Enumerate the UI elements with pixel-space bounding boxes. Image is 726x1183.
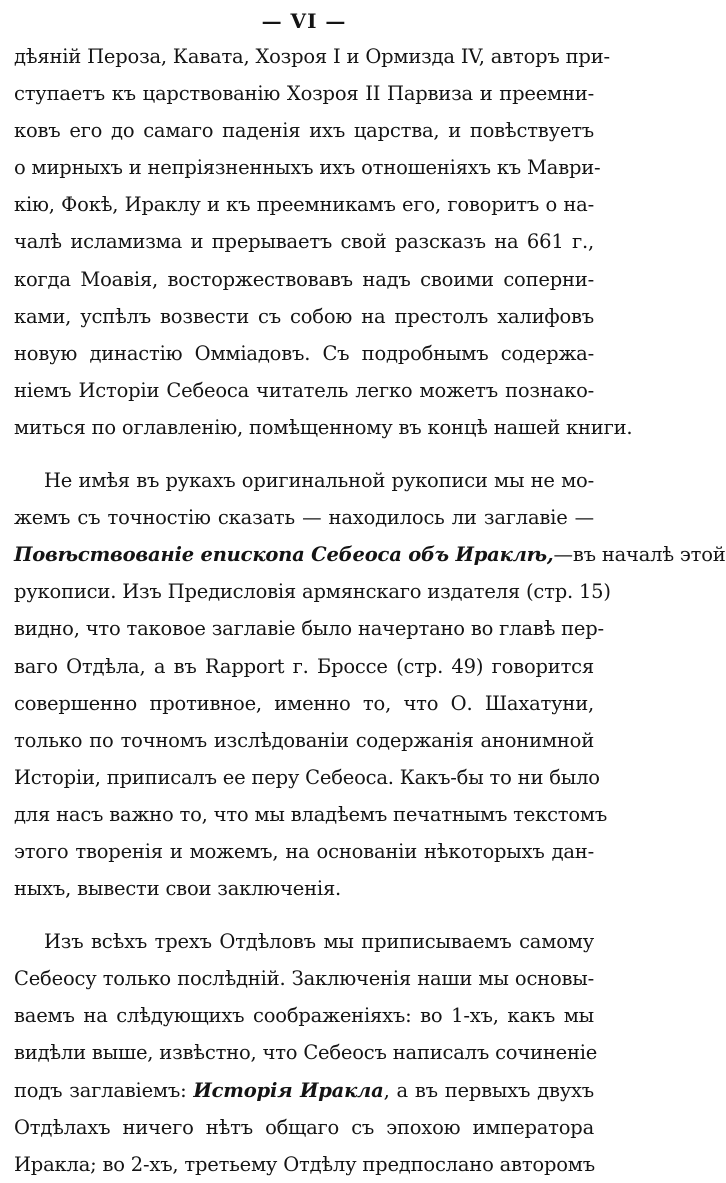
page-number-header: — VI — [261,9,347,33]
text-line: Себеосу только послѣдній. Заключенія наши мы основы- [14,967,594,991]
text-line: Иракла; во 2-хъ, третьему Отдѣлу предпослано авторомъ [14,1152,595,1176]
text-line: ваго Отдѣла, а въ Rapport г. Броссе (стр. 49) говорится [14,654,594,678]
text-line: только по точномъ изслѣдованіи содержанія анонимной [14,728,594,752]
text-line: кію, Фокѣ, Ираклу и къ преемникамъ его, говоритъ о на- [14,193,594,217]
text-line: для насъ важно то, что мы владѣемъ печатнымъ текстомъ [14,802,608,826]
text-line: Исторіи, приписалъ ее перу Себеоса. Какъ-бы то ни было [14,765,600,789]
text-line: видно, что таковое заглавіе было начертано во главѣ пер- [14,617,604,641]
text-line: Изъ всѣхъ трехъ Отдѣловъ мы приписываемъ самому [44,930,594,954]
italic-title: Повѣствованіе епископа Себеоса объ Ираклѣ, [14,543,554,567]
text-line: ступаетъ къ царствованію Хозроя II Парвиза и преемни- [14,82,594,106]
text-line: когда Моавія, восторжествовавъ надъ своими соперни- [14,267,594,291]
text-line: жемъ съ точностію сказать — находилось ли заглавіе — [14,506,594,530]
italic-title: Исторія Иракла [193,1078,384,1102]
text-fragment: —въ началѣ этой [553,543,726,567]
text-line: этого творенія и можемъ, на основаніи нѣкоторыхъ дан- [14,839,594,863]
text-line: совершенно противное, именно то, что О. Шахатуни, [14,691,594,715]
paragraph-1 [14,38,633,446]
text-line: ковъ его до самаго паденія ихъ царства, и повѣствуетъ [14,119,594,143]
text-line: ками, успѣлъ возвести съ собою на престолъ халифовъ [14,304,594,328]
text-line: Не имѣя въ рукахъ оригинальной рукописи мы не мо- [44,469,594,493]
text-line: новую династію Оммiадовъ. Съ подробнымъ содержа- [14,341,594,365]
text-line: ныхъ, вывести свои заключенія. [14,877,342,901]
text-line: миться по оглавленію, помѣщенному въ концѣ нашей книги. [14,415,633,439]
text-line: видѣли выше, извѣстно, что Себеосъ написалъ сочиненіе [14,1041,598,1065]
text-line: Отдѣлахъ ничего нѣтъ общаго съ эпохою императора [14,1115,594,1139]
text-fragment: подъ заглавіемъ: [14,1078,187,1102]
text-line: чалѣ исламизма и прерываетъ свой разсказъ на 661 г., [14,230,594,254]
paragraph-3 [14,923,598,1183]
paragraph-2 [14,462,726,907]
text-line: рукописи. Изъ Предисловія армянскаго издателя (стр. 15) [14,580,611,604]
text-line [14,1072,594,1109]
paragraph-gap [14,907,594,923]
text-line [14,536,726,573]
paragraph-gap [14,446,594,462]
text-line: ніемъ Исторіи Себеоса читатель легко можетъ познако- [14,378,594,402]
text-line: о мирныхъ и непріязненныхъ ихъ отношеніяхъ къ Маври- [14,156,601,180]
text-line: дѣяній Пероза, Кавата, Хозроя I и Ормизда IV, авторъ при- [14,45,610,68]
text-fragment: , а въ первыхъ двухъ [383,1078,594,1102]
text-line: ваемъ на слѣдующихъ соображеніяхъ: во 1-хъ, какъ мы [14,1004,594,1028]
